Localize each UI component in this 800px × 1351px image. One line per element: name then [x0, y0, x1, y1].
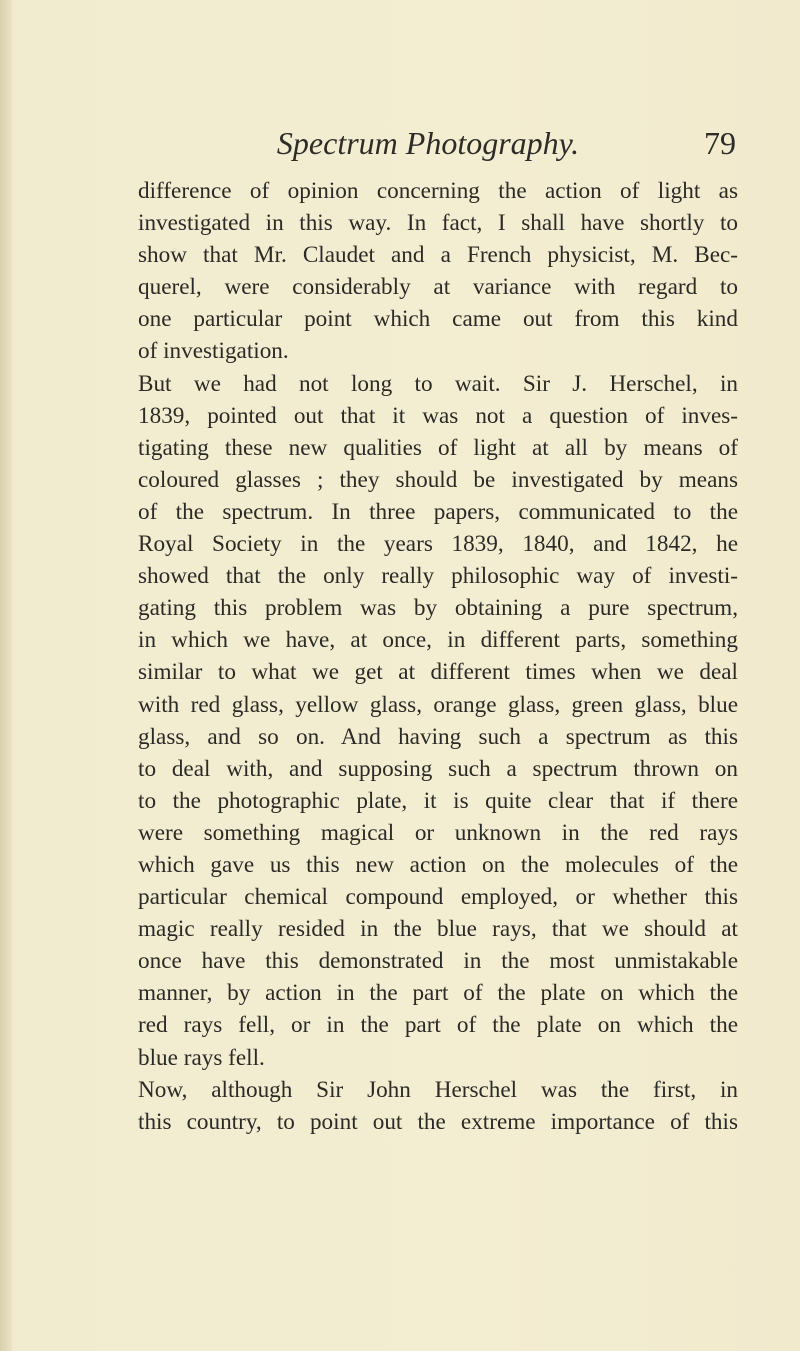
- text-line: particular chemical compound employed, or whether this: [138, 884, 738, 911]
- text-line: manner, by action in the part of the plate on which the: [138, 980, 738, 1007]
- text-line: of investigation.: [138, 338, 289, 365]
- text-line: tigating these new qualities of light at all by means of: [138, 434, 738, 461]
- text-line: querel, were considerably at variance with regard to: [138, 274, 738, 301]
- text-line: similar to what we get at different times when we deal: [138, 659, 738, 686]
- text-line: difference of opinion concerning the action of light as: [138, 178, 738, 204]
- text-line: 1839, pointed out that it was not a question of inves-: [138, 402, 738, 429]
- page-gutter: [0, 0, 12, 1351]
- text-line: Royal Society in the years 1839, 1840, and 1842, he: [138, 531, 738, 558]
- text-line: of the spectrum. In three papers, communicated to the: [138, 498, 738, 525]
- text-line: to the photographic plate, it is quite clear that if there: [138, 787, 738, 814]
- text-line: coloured glasses ; they should be investigated by means: [138, 466, 738, 493]
- text-line: Now, although Sir John Herschel was the first, in: [138, 1076, 738, 1103]
- text-line: But we had not long to wait. Sir J. Herschel, in: [138, 370, 738, 397]
- body-text: [138, 175, 738, 1138]
- running-title: Spectrum Photography.: [276, 125, 580, 161]
- text-line: glass, and so on. And having such a spectrum as this: [138, 723, 738, 750]
- text-line: with red glass, yellow glass, orange glass, green glass, blue: [138, 691, 738, 718]
- text-line: once have this demonstrated in the most unmistakable: [138, 948, 738, 975]
- text-line: magic really resided in the blue rays, that we should at: [138, 916, 738, 943]
- text-line: were something magical or unknown in the red rays: [138, 819, 738, 846]
- text-line: to deal with, and supposing such a spectrum thrown on: [138, 755, 738, 782]
- text-line: one particular point which came out from this kind: [138, 306, 738, 333]
- text-line: blue rays fell.: [138, 1044, 265, 1071]
- text-line: showed that the only really philosophic way of investi-: [138, 563, 738, 590]
- text-line: investigated in this way. In fact, I shall have shortly to: [138, 210, 738, 237]
- text-line: in which we have, at once, in different parts, something: [138, 627, 738, 654]
- text-line: red rays fell, or in the part of the plate on which the: [138, 1012, 738, 1039]
- page-number: 79: [704, 125, 736, 161]
- text-line: which gave us this new action on the molecules of the: [138, 851, 738, 878]
- text-line: gating this problem was by obtaining a pure spectrum,: [138, 595, 738, 622]
- page-header: [0, 120, 800, 166]
- text-line: this country, to point out the extreme importance of this: [138, 1108, 738, 1135]
- text-line: show that Mr. Claudet and a French physicist, M. Bec-: [138, 242, 738, 269]
